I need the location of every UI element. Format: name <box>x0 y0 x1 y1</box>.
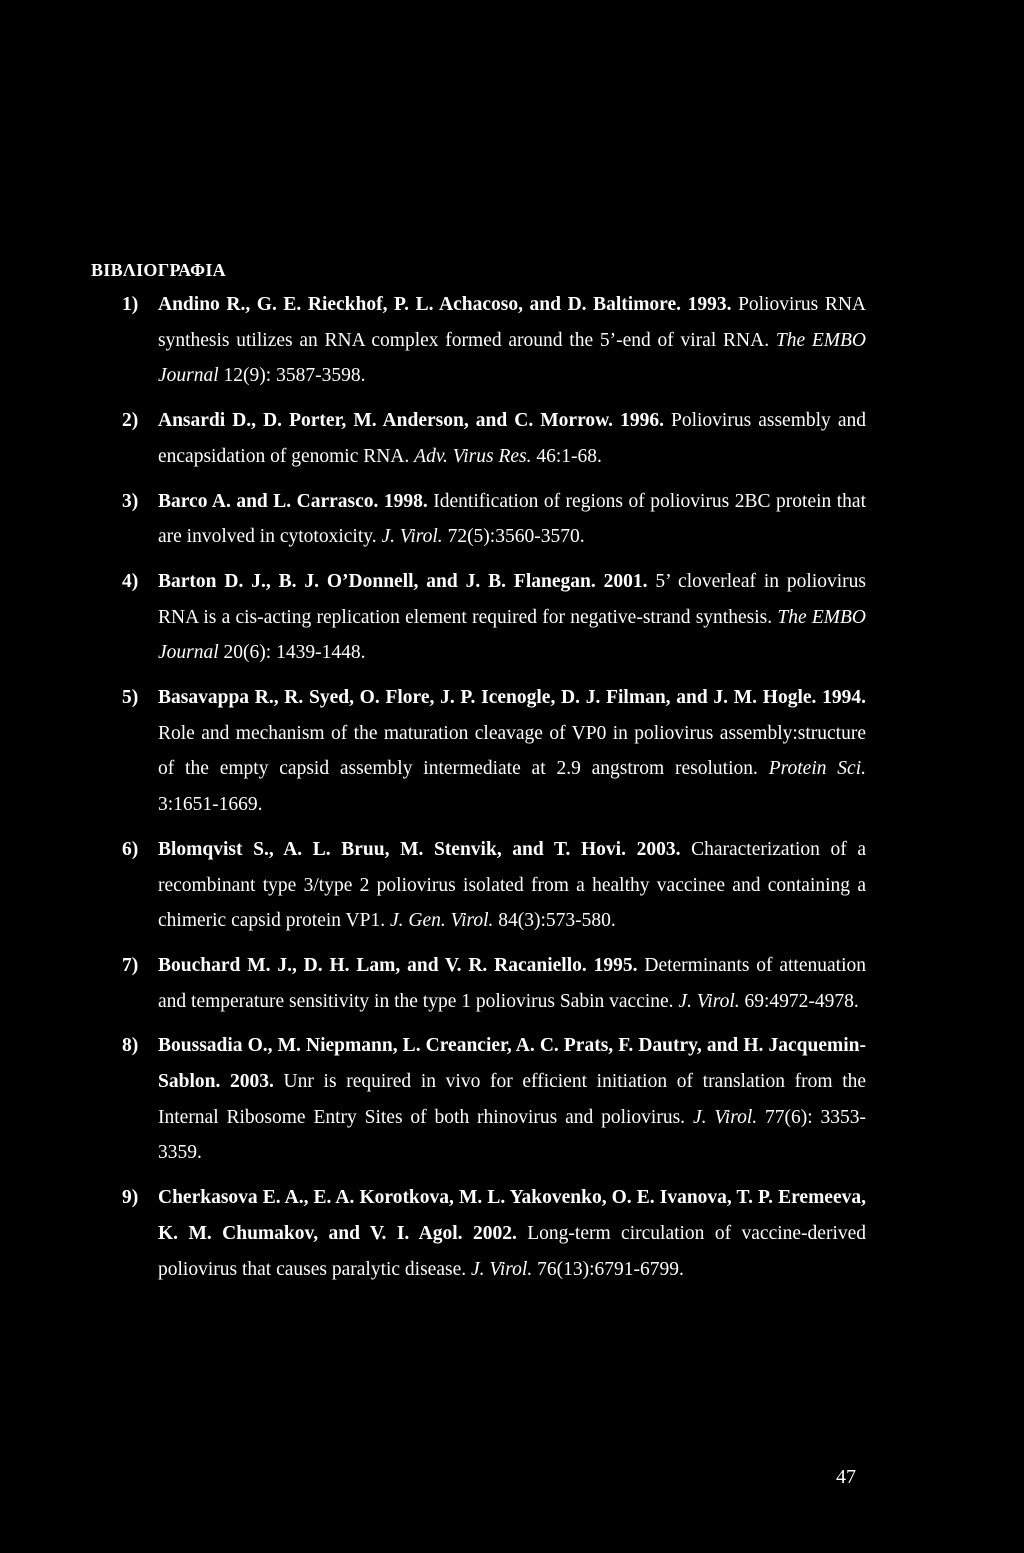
reference-citation: 84(3):573-580. <box>498 910 616 932</box>
reference-item <box>122 287 866 394</box>
reference-citation: 12(9): 3587-3598. <box>223 365 366 387</box>
reference-authors: Andino R., G. E. Rieckhof, P. L. Achacoso, and D. Baltimore. 1993. <box>158 294 732 315</box>
reference-journal: J. Virol. <box>381 526 443 548</box>
reference-item <box>122 564 866 671</box>
reference-authors: Blomqvist S., A. L. Bruu, M. Stenvik, and T. Hovi. 2003. <box>158 838 681 860</box>
reference-title: Unr is required in vivo for efficient initiation of translation from the Internal Ribosome Entry Sites of both rhinovirus and poliovirus. <box>158 1071 867 1128</box>
reference-journal: The EMBO Journal <box>158 606 866 664</box>
reference-title: Identification of regions of poliovirus 2BC protein that are involved in cytotoxicity. <box>158 490 866 548</box>
page-number: 47 <box>836 1466 856 1488</box>
reference-number: 7) <box>122 954 139 976</box>
reference-title: Role and mechanism of the maturation cleavage of VP0 in poliovirus assembly:structure of the empty capsid assembly intermediate at 2.9 angstrom resolution. <box>158 722 866 780</box>
reference-title: Poliovirus RNA synthesis utilizes an RNA complex formed around the 5’-end of viral RNA. <box>158 294 867 351</box>
reference-journal: J. Virol. <box>692 1106 758 1128</box>
reference-citation: 69:4972-4978. <box>744 990 859 1012</box>
reference-citation: 77(6): 3353-3359. <box>158 1106 867 1164</box>
reference-authors: Cherkasova E. A., E. A. Korotkova, M. L. Yakovenko, O. E. Ivanova, T. P. Eremeeva, K. M. Chumakov, and V. I. Agol. 2002. <box>158 1187 866 1244</box>
reference-item <box>122 832 866 939</box>
reference-item <box>122 484 866 555</box>
reference-authors: Bouchard M. J., D. H. Lam, and V. R. Racaniello. 1995. <box>158 954 638 976</box>
reference-authors: Ansardi D., D. Porter, M. Anderson, and C. Morrow. 1996. <box>158 410 664 432</box>
reference-journal: J. Gen. Virol. <box>389 910 494 932</box>
reference-citation: 76(13):6791-6799. <box>537 1258 684 1280</box>
reference-title: Long-term circulation of vaccine-derived poliovirus that causes paralytic disease. <box>158 1222 867 1280</box>
reference-authors: Barco A. and L. Carrasco. 1998. <box>158 490 428 512</box>
reference-item <box>122 680 866 823</box>
reference-citation: 72(5):3560-3570. <box>447 526 585 548</box>
reference-number: 6) <box>122 838 139 860</box>
reference-number: 8) <box>122 1035 139 1057</box>
reference-number: 2) <box>122 410 139 432</box>
reference-authors: Boussadia O., M. Niepmann, L. Creancier, A. C. Prats, F. Dautry, and H. Jacquemin-Sablon. 2003. <box>158 1035 866 1093</box>
reference-title: Characterization of a recombinant type 3/type 2 poliovirus isolated from a healthy vaccinee and containing a chimeric capsid protein VP1. <box>158 838 867 932</box>
reference-citation: 3:1651-1669. <box>158 794 263 816</box>
reference-item <box>122 1028 866 1171</box>
reference-item <box>122 948 866 1019</box>
reference-number: 3) <box>122 490 139 512</box>
reference-number: 5) <box>122 687 139 709</box>
reference-number: 4) <box>122 570 139 592</box>
reference-list <box>122 287 866 1296</box>
reference-journal: J. Virol. <box>678 990 740 1012</box>
reference-journal: Protein Sci. <box>768 758 867 780</box>
reference-citation: 46:1-68. <box>536 445 602 467</box>
reference-citation: 20(6): 1439-1448. <box>223 642 366 664</box>
reference-title: Determinants of attenuation and temperature sensitivity in the type 1 poliovirus Sabin vaccine. <box>158 954 866 1012</box>
reference-authors: Barton D. J., B. J. O’Donnell, and J. B. Flanegan. 2001. <box>158 570 648 592</box>
reference-title: Poliovirus assembly and encapsidation of genomic RNA. <box>158 410 866 467</box>
reference-item <box>122 403 866 474</box>
page-heading: ΒΙΒΛΙΟΓΡΑΦΙΑ <box>91 260 226 280</box>
reference-number: 9) <box>122 1187 139 1209</box>
reference-item <box>122 1180 866 1287</box>
reference-journal: The EMBO Journal <box>158 329 867 387</box>
reference-number: 1) <box>122 294 139 315</box>
reference-journal: Adv. Virus Res. <box>414 445 532 467</box>
reference-authors: Basavappa R., R. Syed, O. Flore, J. P. Icenogle, D. J. Filman, and J. M. Hogle. 1994. <box>158 687 866 709</box>
reference-title: 5’ cloverleaf in poliovirus RNA is a cis-acting replication element required for negative-strand synthesis. <box>158 570 867 628</box>
reference-journal: J. Virol. <box>471 1258 533 1280</box>
